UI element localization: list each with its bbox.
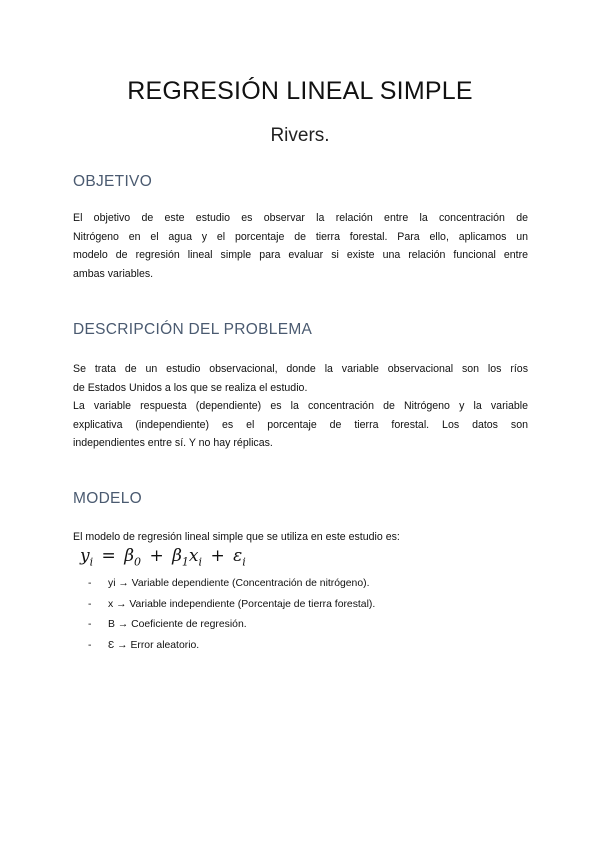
equation-subscript: i — [89, 555, 94, 569]
equation-subscript: i — [198, 555, 203, 569]
equation-term: x — [188, 546, 199, 566]
list-item-text: yi → Variable dependiente (Concentración de nitrógeno). — [108, 578, 370, 589]
equation-subscript: 0 — [134, 555, 142, 569]
equation-operator: = — [101, 546, 116, 566]
list-item-text: Β → Coeficiente de regresión. — [108, 619, 247, 630]
bullet-marker: - — [88, 639, 92, 651]
section-heading-objetivo: OBJETIVO — [73, 173, 153, 190]
list-item — [88, 595, 375, 616]
paragraph-line: El modelo de regresión lineal simple que se utiliza en este estudio es: — [73, 531, 400, 543]
list-item — [88, 574, 375, 595]
paragraph-line: independientes entre sí. Y no hay réplicas. — [73, 437, 273, 449]
variable-definitions-list — [88, 574, 375, 656]
modelo-intro — [73, 528, 528, 547]
list-item-text: Ɛ → Error aleatorio. — [108, 639, 200, 651]
paragraph-line: Nitrógeno en el agua y el porcentaje de tierra forestal. Para ello, aplicamos un — [73, 230, 528, 243]
equation-term: β — [124, 546, 135, 566]
equation-subscript: 1 — [181, 555, 189, 569]
document-title: REGRESIÓN LINEAL SIMPLE — [127, 77, 473, 105]
section-heading-descripcion: DESCRIPCIÓN DEL PROBLEMA — [73, 321, 313, 338]
paragraph-line: explicativa (independiente) es el porcentaje de tierra forestal. Los datos son — [73, 418, 528, 431]
paragraph-line: El objetivo de este estudio es observar la relación entre la concentración de — [73, 212, 528, 224]
paragraph-line: ambas variables. — [73, 267, 154, 280]
equation-operator: + — [149, 546, 164, 566]
bullet-marker: - — [88, 598, 92, 610]
equation-term: β — [172, 546, 182, 566]
objetivo-paragraph — [73, 209, 528, 283]
paragraph-line: Se trata de un estudio observacional, donde la variable observacional son los ríos — [73, 363, 528, 375]
equation-term: y — [80, 546, 90, 566]
equation-subscript: i — [242, 555, 246, 569]
bullet-marker: - — [88, 619, 92, 630]
section-heading-modelo: MODELO — [73, 490, 142, 507]
paragraph-line: La variable respuesta (dependiente) es la concentración de Nitrógeno y la variable — [73, 400, 528, 412]
equation-term: ε — [233, 546, 243, 566]
paragraph-line: de Estados Unidos a los que se realiza el estudio. — [73, 381, 308, 394]
document-author: Rivers. — [270, 125, 330, 146]
descripcion-paragraph — [73, 360, 528, 453]
list-item-text: x → Variable independiente (Porcentaje de tierra forestal). — [108, 598, 376, 610]
paragraph-line: modelo de regresión lineal simple para evaluar si existe una relación funcional entre — [73, 249, 528, 261]
equation-operator: + — [210, 546, 225, 566]
list-item — [88, 615, 375, 636]
bullet-marker: - — [88, 578, 92, 589]
regression-equation — [80, 546, 246, 568]
list-item — [88, 636, 375, 657]
